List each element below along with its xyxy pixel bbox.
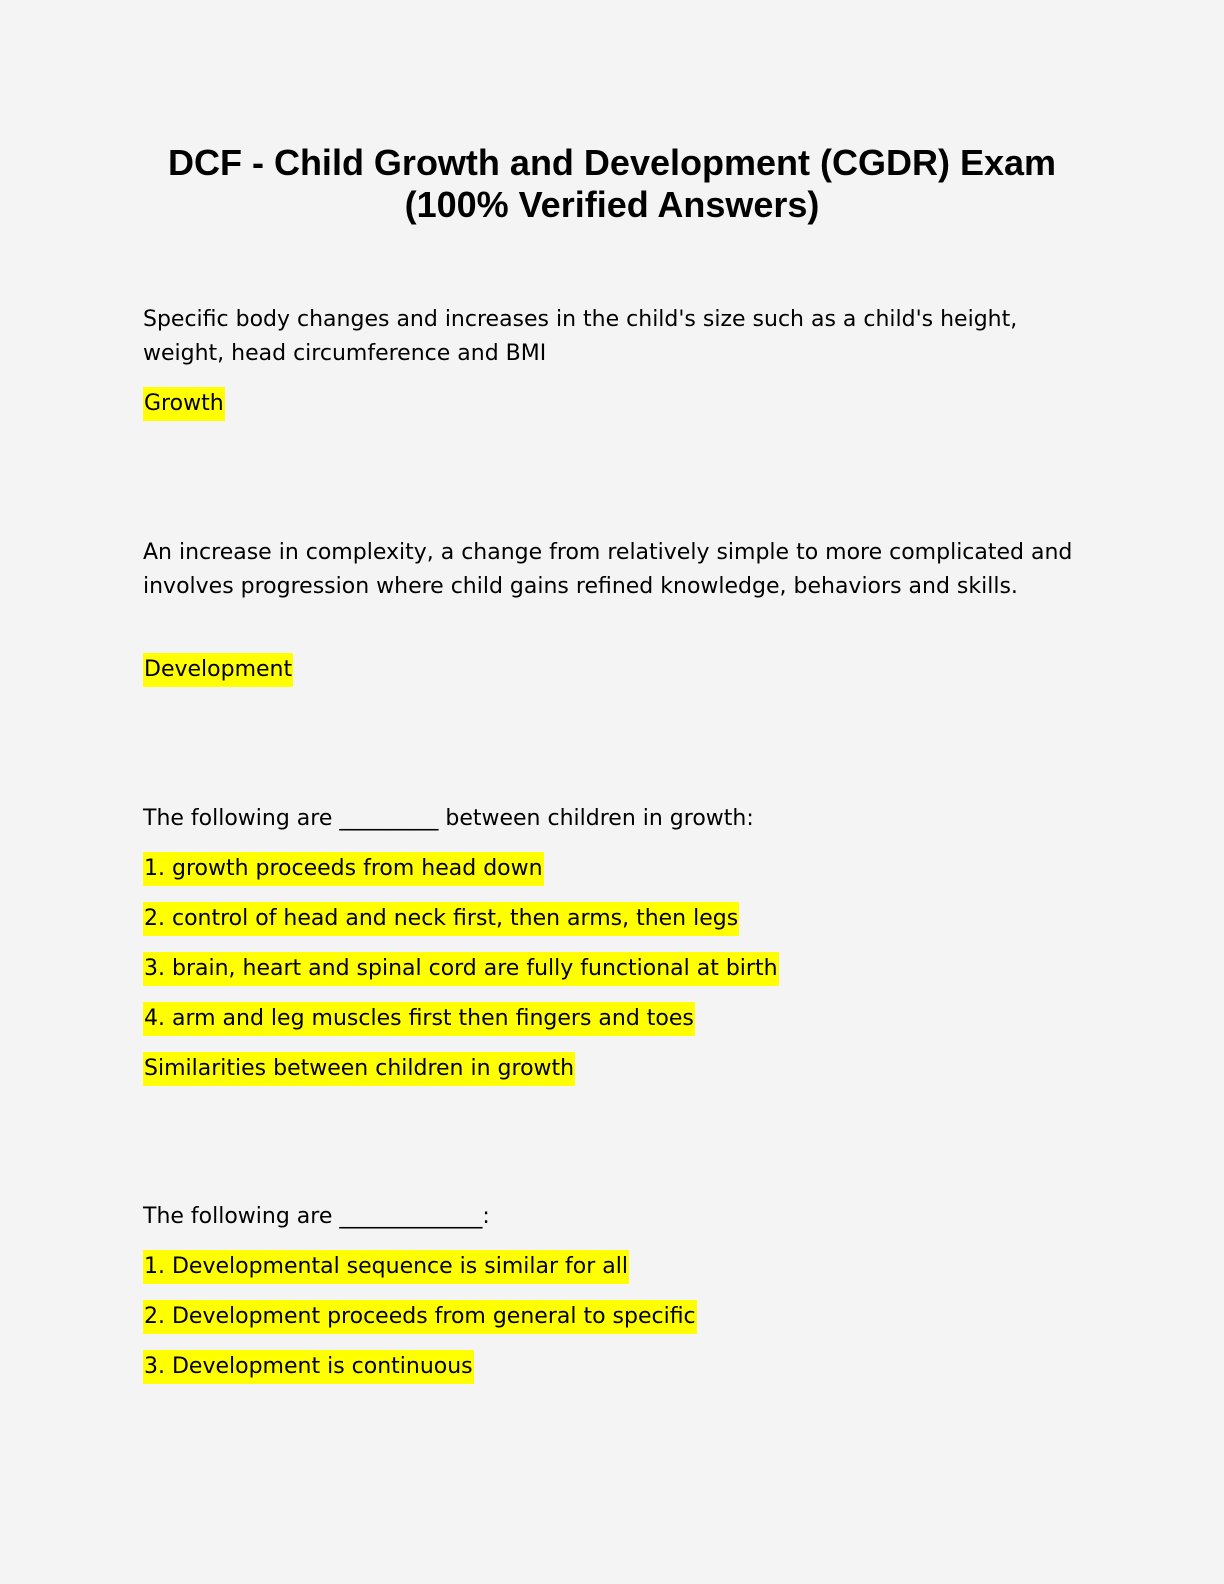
question-1-prompt: Specific body changes and increases in the child's size such as a child's height, weight, head circumference and BMI — [143, 307, 1018, 366]
question-3-answer-line — [143, 852, 544, 886]
title-line-1: DCF - Child Growth and Development (CGDR) Exam — [167, 142, 1057, 183]
question-4-prompt: The following are _____________: — [143, 1204, 490, 1229]
document-title — [120, 142, 1104, 226]
question-4-answer-line — [143, 1250, 629, 1284]
answer-highlight: 3. Development is continuous — [143, 1350, 474, 1384]
answer-highlight: Development — [143, 653, 293, 687]
answer-highlight: Growth — [143, 387, 225, 421]
question-3-prompt: The following are _________ between children in growth: — [143, 806, 754, 831]
question-1-answer — [143, 387, 225, 421]
answer-highlight: 3. brain, heart and spinal cord are fully functional at birth — [143, 952, 779, 986]
question-3-answer-line — [143, 1002, 695, 1036]
question-2-prompt: An increase in complexity, a change from relatively simple to more complicated and involves progression where child gains refined knowledge, behaviors and skills. — [143, 540, 1073, 599]
answer-highlight: Similarities between children in growth — [143, 1052, 575, 1086]
question-3-answer-line — [143, 952, 779, 986]
answer-highlight: 1. growth proceeds from head down — [143, 852, 544, 886]
question-3-answer-line — [143, 1052, 575, 1086]
question-4-answer-line — [143, 1300, 697, 1334]
title-line-2: (100% Verified Answers) — [404, 184, 820, 225]
answer-highlight: 1. Developmental sequence is similar for all — [143, 1250, 629, 1284]
question-2-answer — [143, 653, 293, 687]
question-3-answer-line — [143, 902, 739, 936]
answer-highlight: 2. Development proceeds from general to specific — [143, 1300, 697, 1334]
answer-highlight: 4. arm and leg muscles first then fingers and toes — [143, 1002, 695, 1036]
question-4-answer-line — [143, 1350, 474, 1384]
answer-highlight: 2. control of head and neck first, then arms, then legs — [143, 902, 739, 936]
